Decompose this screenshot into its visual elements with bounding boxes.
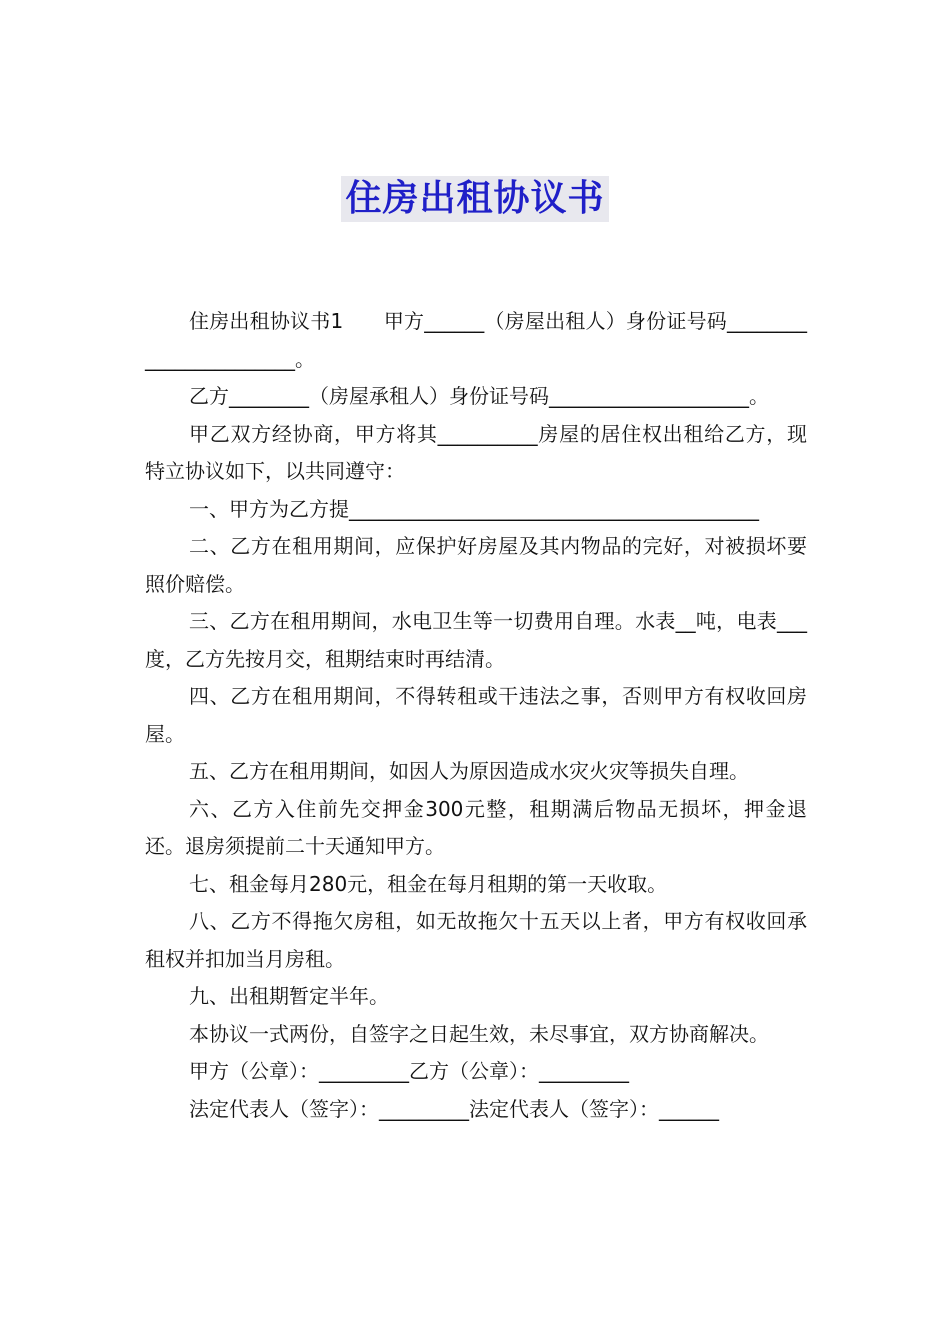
paragraph-agreement: 甲乙双方经协商，甲方将其__________房屋的居住权出租给乙方，现特立协议如下，以共同遵守： <box>145 421 807 483</box>
document-body <box>145 303 807 1128</box>
paragraph-clause-6: 六、乙方入住前先交押金300元整，租期满后物品无损坏，押金退还。退房须提前二十天通知甲方。 <box>145 796 807 858</box>
paragraph-clause-4: 四、乙方在租用期间，不得转租或干违法之事，否则甲方有权收回房屋。 <box>145 684 807 746</box>
paragraph-clause-3: 三、乙方在租用期间，水电卫生等一切费用自理。水表__吨，电表___度，乙方先按月交，租期结束时再结清。 <box>145 609 807 671</box>
paragraph-seals: 甲方（公章）：_________乙方（公章）：_________ <box>189 1059 629 1083</box>
paragraph-clause-9: 九、出租期暂定半年。 <box>189 984 389 1008</box>
paragraph-clause-2: 二、乙方在租用期间，应保护好房屋及其内物品的完好，对被损坏要照价赔偿。 <box>145 534 807 596</box>
title-container <box>0 176 950 222</box>
paragraph-clause-8: 八、乙方不得拖欠房租，如无故拖欠十五天以上者，甲方有权收回承租权并扣加当月房租。 <box>145 909 807 971</box>
paragraph-clause-7: 七、租金每月280元，租金在每月租期的第一天收取。 <box>189 871 668 896</box>
paragraph-effective: 本协议一式两份，自签字之日起生效，未尽事宜，双方协商解决。 <box>189 1021 769 1046</box>
paragraph-clause-5: 五、乙方在租用期间，如因人为原因造成水灾火灾等损失自理。 <box>189 759 749 783</box>
paragraph-signatures: 法定代表人（签字）：_________法定代表人（签字）：______ <box>189 1096 719 1121</box>
paragraph-intro-party-a: 住房出租协议书1 甲方______（房屋出租人）身份证号码_______________________。 <box>145 309 807 371</box>
paragraph-clause-1: 一、甲方为乙方提_________________________________________ <box>189 496 759 521</box>
document-title: 住房出租协议书 <box>341 176 608 222</box>
paragraph-party-b: 乙方________（房屋承租人）身份证号码____________________。 <box>189 384 769 408</box>
